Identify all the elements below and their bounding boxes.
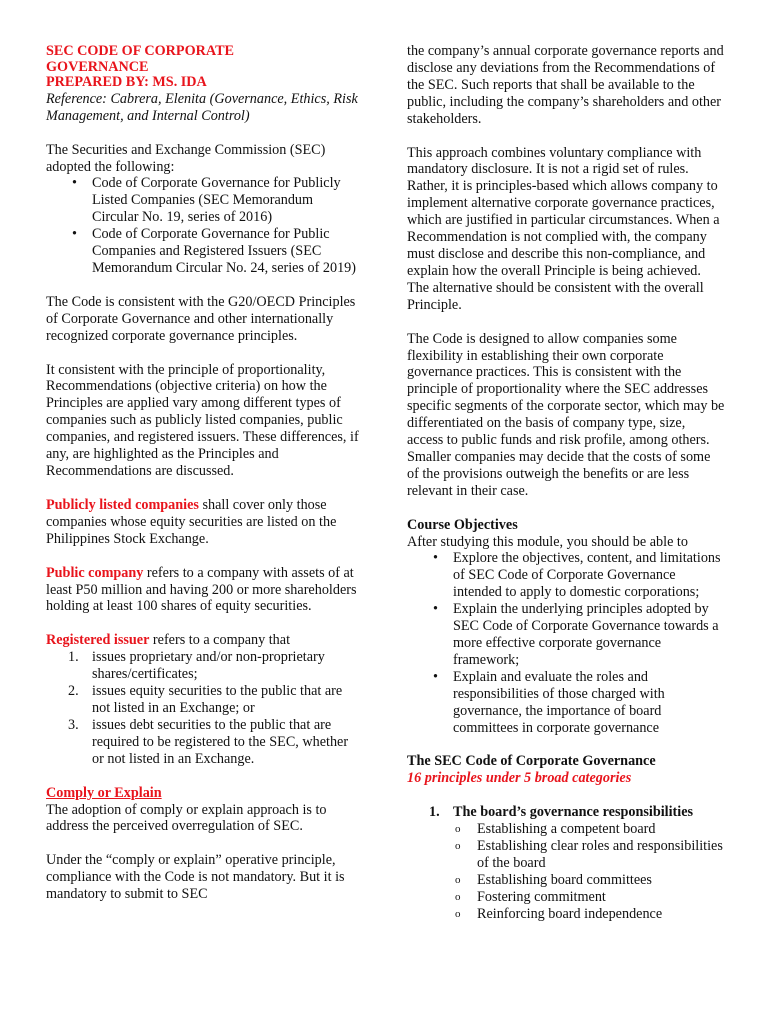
list-item: • Code of Corporate Governance for Publicly Listed Companies (SEC Memorandum Circular No. 19, series of 2016) — [92, 175, 362, 226]
term-public-company: Public company — [46, 564, 144, 581]
intro-paragraph: The Securities and Exchange Commission (SEC) adopted the following: — [46, 141, 326, 175]
list-item: 1. issues proprietary and/or non-proprietary shares/certificates; — [68, 649, 325, 683]
comply-explain-heading: Comply or Explain — [46, 784, 162, 801]
registered-issuer-definition: Registered issuer refers to a company that — [46, 632, 291, 649]
approach-paragraph: This approach combines voluntary compliance with mandatory disclosure. It is not a rigid set of rules. Rather, it is principles-based which allows company to implement alternative corporate governance practices, which are justified in particular circumstances. When a Recommendation is not complied with, the company must disclose and describe this non-compliance, and explain how the overall Principle is being achieved. The alternative should be consistent with the overall Principle. — [407, 144, 720, 313]
term-registered-issuer: Registered issuer — [46, 632, 150, 649]
document-title: SEC CODE OF CORPORATE GOVERNANCE PREPARED BY: MS. IDA — [46, 44, 362, 91]
objectives-heading: Course Objectives — [407, 516, 518, 533]
list-item: • Explain the underlying principles adopted by SEC Code of Corporate Governance towards a more effective corporate governance framework; — [453, 601, 725, 669]
proportionality-paragraph: It consistent with the principle of proportionality, Recommendations (objective criteria) on how the Principles are applied vary among different types of companies such as publicly listed companies, public companies, and registered issuers. These differences, if any, are highlighted as the Principles and Recommendations are discussed. — [46, 361, 359, 479]
list-item: • Explain and evaluate the roles and responsibilities of those charged with governance, the importance of board committees in corporate governance — [453, 669, 725, 737]
reference-line: Reference: Cabrera, Elenita (Governance, Ethics, Risk Management, and Internal Control) — [46, 90, 358, 124]
category-items-list — [407, 821, 725, 922]
public-company-definition: Public company refers to a company with assets of at least P50 million and having 200 or more shareholders holding at least 100 shares of equity securities. — [46, 564, 357, 615]
list-item: • Explore the objectives, content, and limitations of SEC Code of Corporate Governance intended to apply to domestic corporations; — [453, 550, 725, 601]
list-item: 2. issues equity securities to the public that are not listed in an Exchange; or — [68, 683, 343, 716]
category-heading: 1. The board’s governance responsibilities — [429, 804, 694, 821]
right-column — [407, 43, 725, 923]
consistency-paragraph: The Code is consistent with the G20/OECD Principles of Corporate Governance and other internationally recognized corporate governance principles. — [46, 293, 356, 344]
flexibility-paragraph: The Code is designed to allow companies some flexibility in establishing their own corporate governance practices. This is consistent with the principle of proportionality where the SEC addresses specific segments of the corporate sector, which may be differentiated on the basis of company type, size, access to public funds and risk profile, among others. Smaller companies may decide that the costs of some of the provisions outweigh the benefits or are less relevant in their case. — [407, 330, 725, 499]
prepared-by: PREPARED BY: MS. IDA — [46, 74, 207, 91]
list-item: 3. issues debt securities to the public that are required to be registered to the SEC, whether or not listed in an Exchange. — [68, 716, 349, 767]
codes-list — [46, 175, 362, 276]
registered-issuer-list — [46, 649, 362, 767]
code-heading: The SEC Code of Corporate Governance — [407, 753, 656, 770]
list-item: o Establishing a competent board — [455, 821, 656, 838]
code-subheading: 16 principles under 5 broad categories — [407, 770, 632, 787]
list-item: • Code of Corporate Governance for Public Companies and Registered Issuers (SEC Memorandum Circular No. 24, series of 2019) — [92, 226, 362, 277]
comply-paragraph-2: Under the “comply or explain” operative principle, compliance with the Code is not mandatory. But it is mandatory to submit to SEC — [46, 852, 345, 903]
publicly-listed-definition: Publicly listed companies shall cover only those companies whose equity securities are listed on the Philippines Stock Exchange. — [46, 496, 337, 547]
left-column — [46, 44, 362, 903]
objectives-intro: After studying this module, you should be able to — [407, 533, 688, 550]
list-item: o Reinforcing board independence — [455, 905, 663, 922]
list-item: o Establishing board committees — [455, 871, 652, 888]
list-item: o Fostering commitment — [455, 888, 606, 905]
objectives-list — [407, 550, 725, 736]
list-item: o Establishing clear roles and responsibilities of the board — [455, 838, 723, 871]
comply-paragraph-1: The adoption of comply or explain approach is to address the perceived overregulation of SEC. — [46, 801, 327, 835]
term-publicly-listed: Publicly listed companies — [46, 496, 199, 513]
continuation-paragraph: the company’s annual corporate governance reports and disclose any deviations from the Recommendations of the SEC. Such reports that shall be available to the public, including the company’s shareholders and other stakeholders. — [407, 43, 724, 127]
